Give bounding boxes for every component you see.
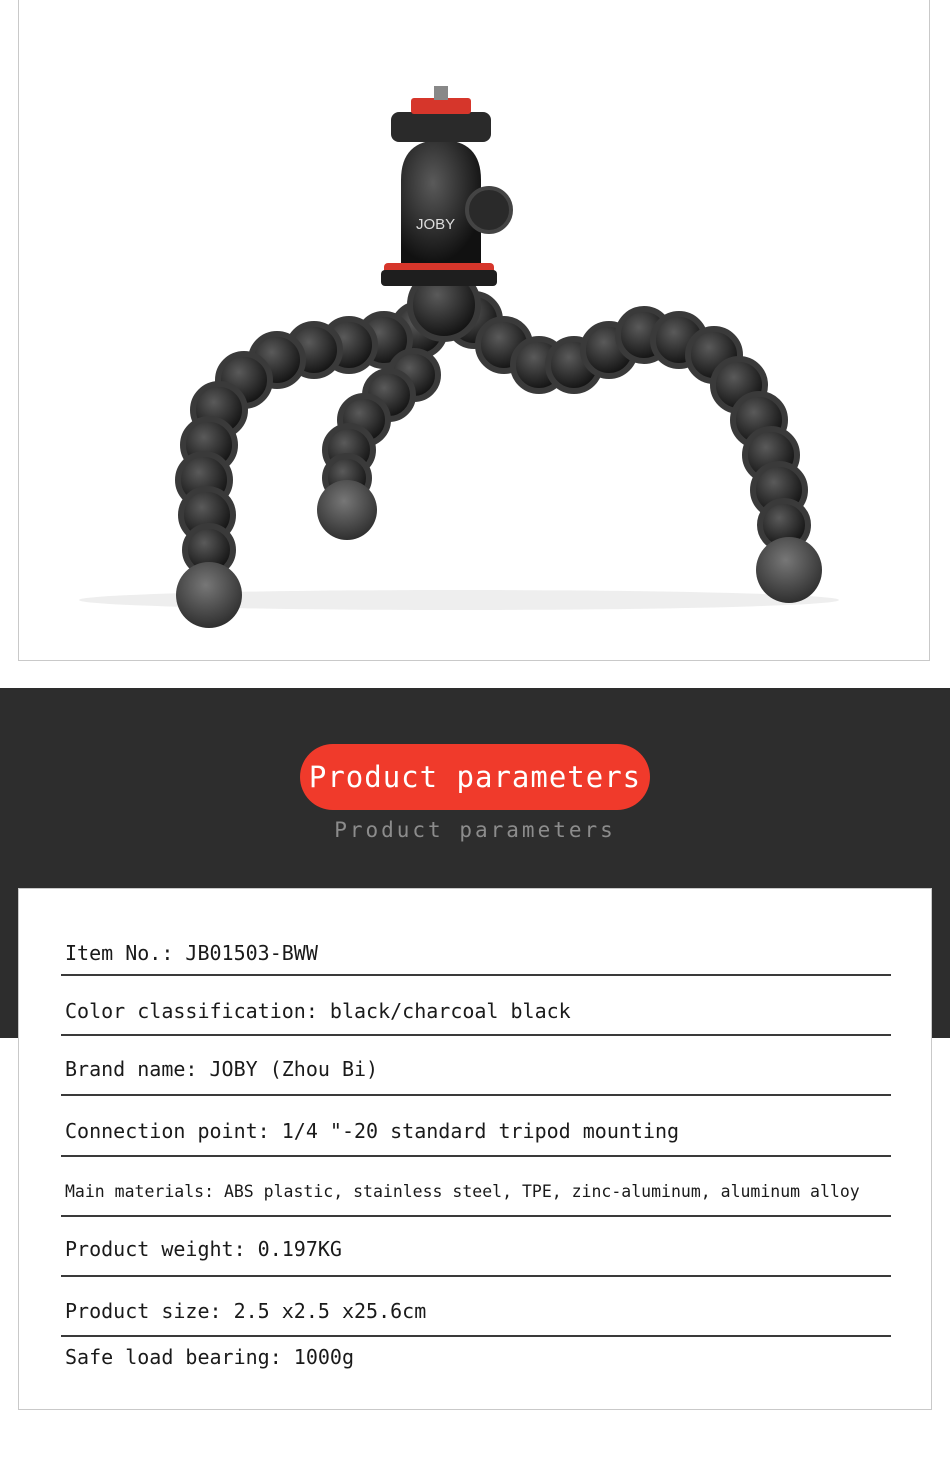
param-brand: Brand name: JOBY (Zhou Bi) (61, 1057, 891, 1096)
param-connection: Connection point: 1/4 "-20 standard tripod mounting (61, 1119, 891, 1157)
brand-logo-text: JOBY (416, 216, 456, 233)
mount-plate (411, 98, 471, 114)
left-leg (178, 304, 445, 574)
param-weight: Product weight: 0.197KG (61, 1237, 891, 1277)
product-image-frame (18, 0, 930, 661)
param-color: Color classification: black/charcoal black (61, 999, 891, 1036)
param-size: Product size: 2.5 x2.5 x25.6cm (61, 1299, 891, 1337)
tripod-image (19, 0, 931, 661)
section-title: Product parameters (308, 760, 642, 794)
param-load: Safe load bearing: 1000g (65, 1345, 354, 1369)
mount-knob (391, 112, 491, 142)
section-subtitle: Product parameters (334, 818, 616, 842)
param-materials: Main materials: ABS plastic, stainless steel, TPE, zinc-aluminum, aluminum alloy (61, 1182, 891, 1217)
right-leg (448, 294, 808, 549)
section-title-pill (300, 744, 650, 810)
middle-leg (325, 351, 438, 500)
parameters-card (18, 888, 932, 1410)
param-item-no: Item No.: JB01503-BWW (61, 941, 891, 976)
